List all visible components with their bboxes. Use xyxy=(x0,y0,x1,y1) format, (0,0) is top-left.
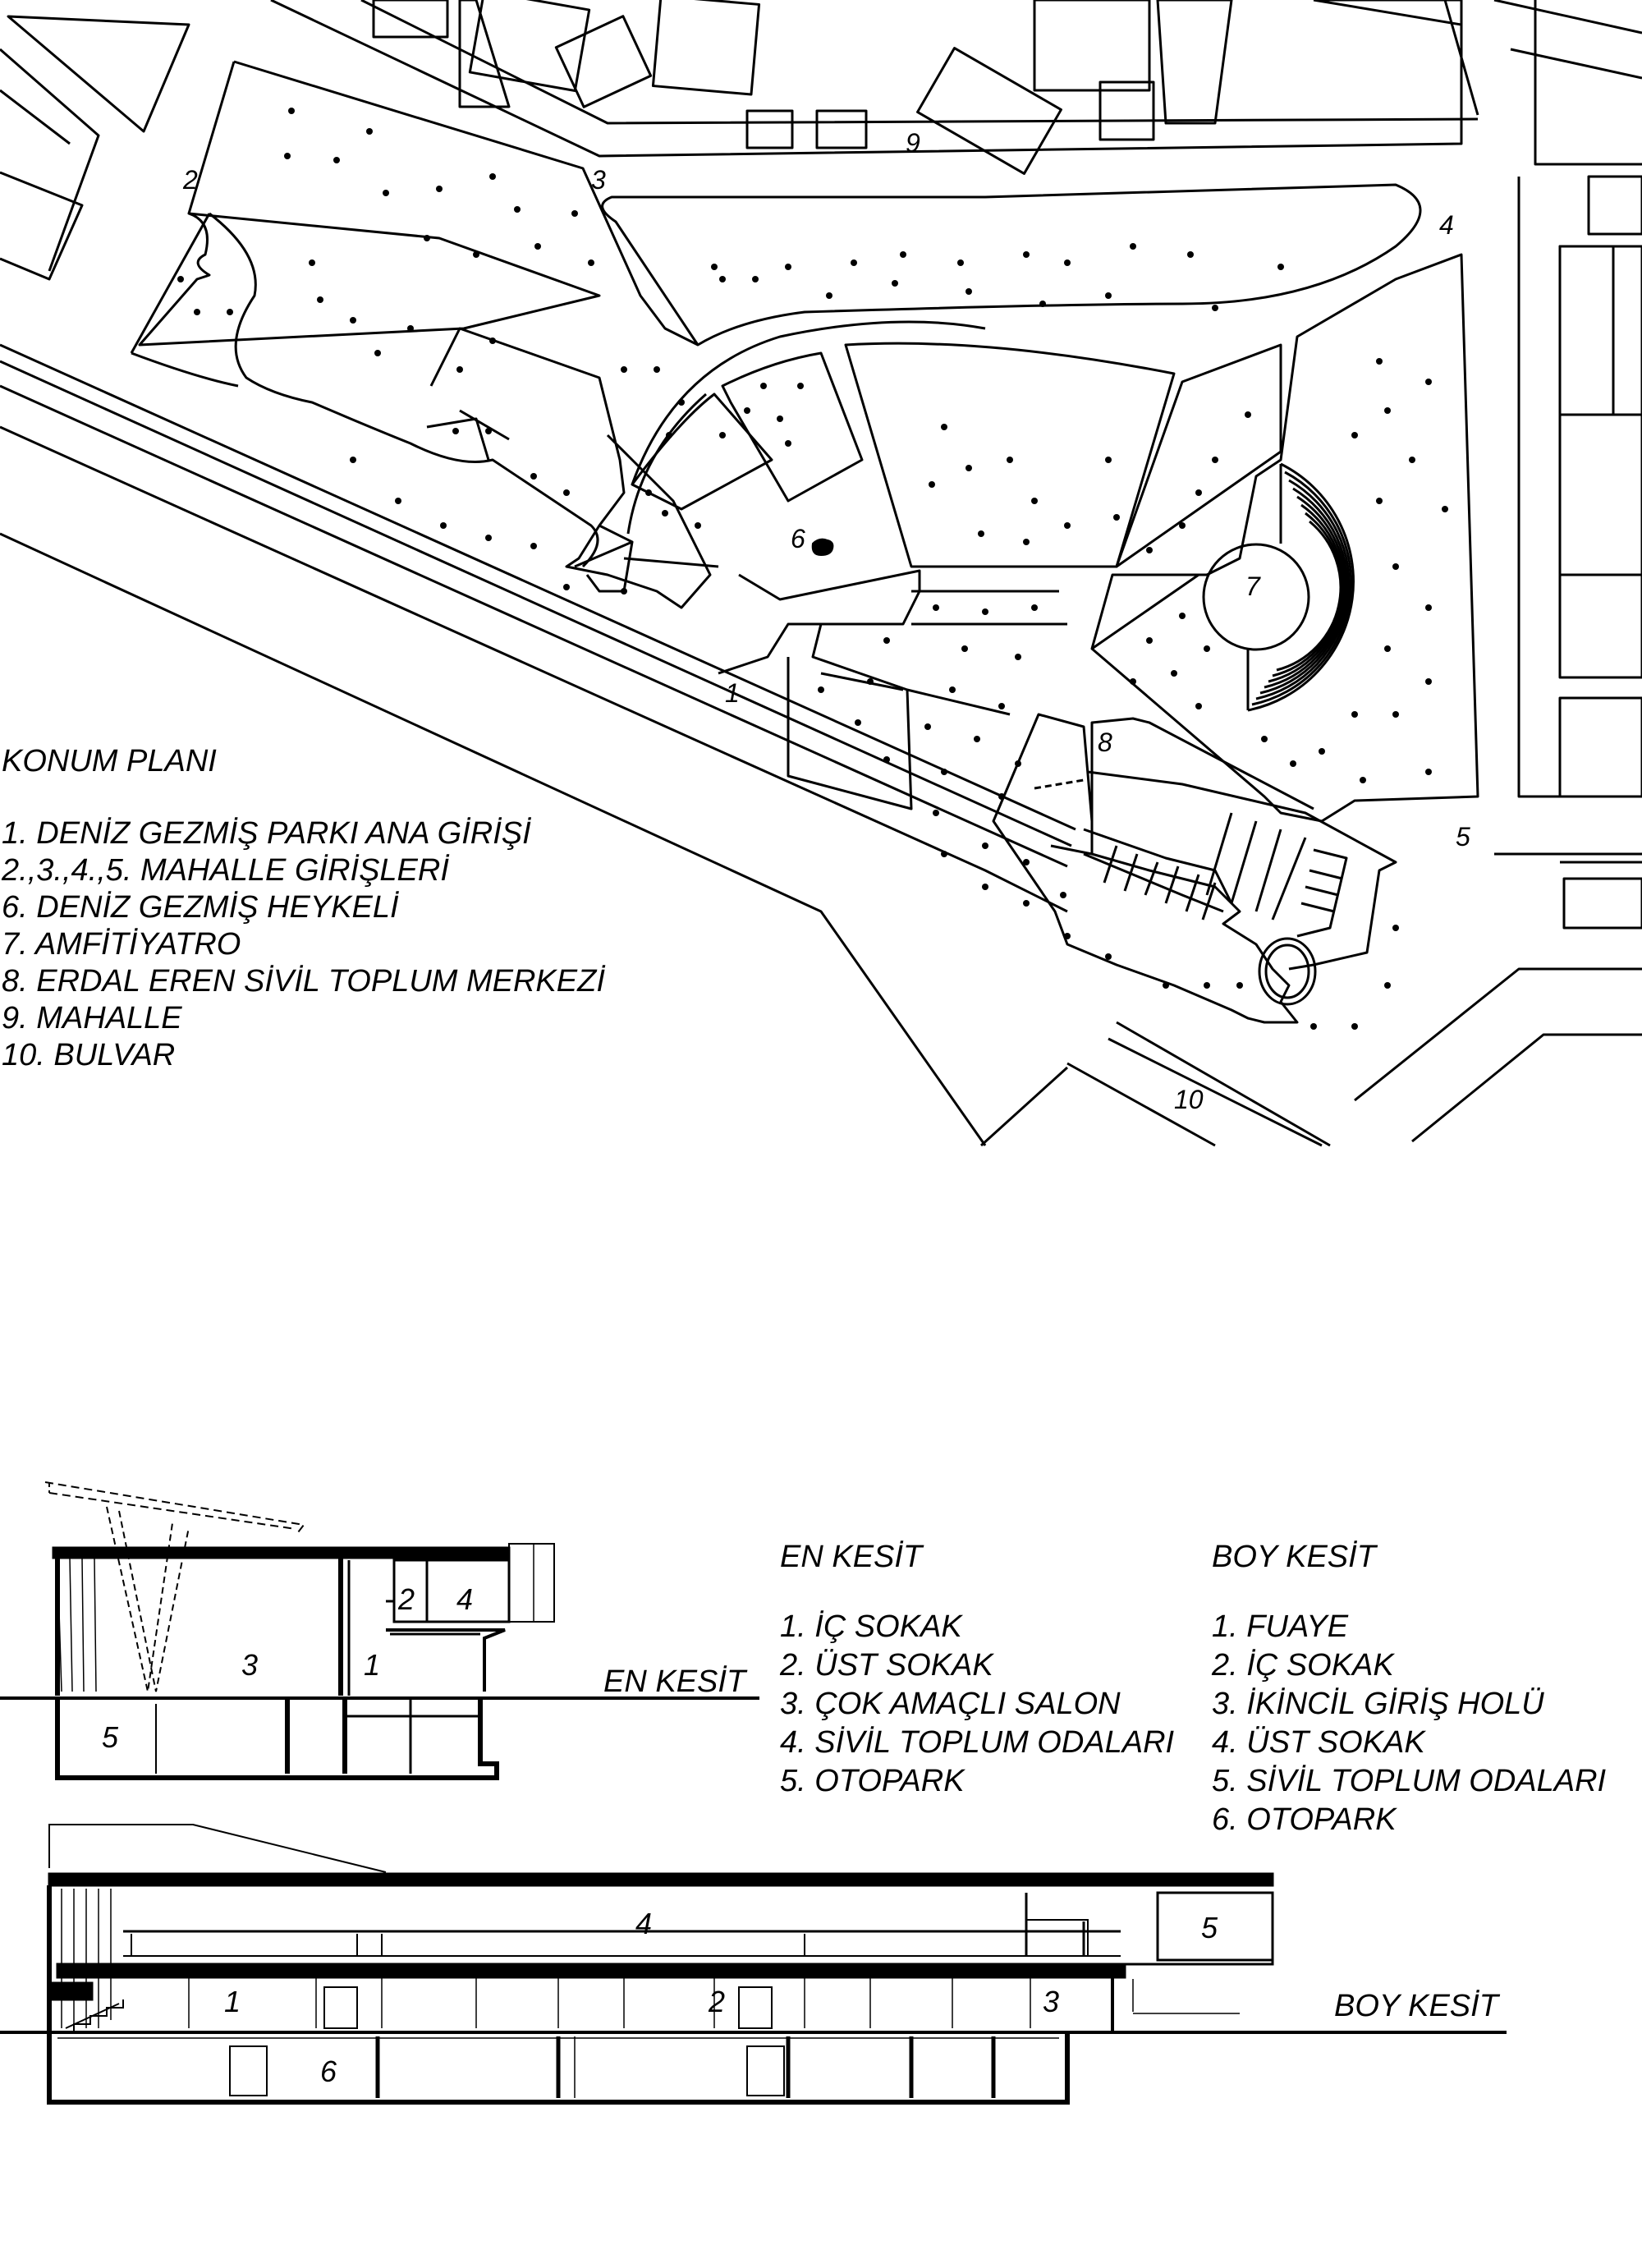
site-plan-title: KONUM PLANI xyxy=(2,744,217,778)
plan-marker-10: 10 xyxy=(1174,1085,1204,1114)
boy-marker-6: 6 xyxy=(320,2055,337,2088)
site-plan-legend-item: 6. DENİZ GEZMİŞ HEYKELİ xyxy=(2,890,399,925)
boy-marker-3: 3 xyxy=(1043,1985,1060,2018)
plan-marker-4: 4 xyxy=(1439,210,1454,240)
site-plan-legend-item: 1. DENİZ GEZMİŞ PARKI ANA GİRİŞİ xyxy=(2,816,531,851)
en-kesit-legend xyxy=(780,1538,1174,1801)
site-plan-legend-item: 10. BULVAR xyxy=(2,1038,176,1072)
boy-kesit-legend-item: 2. İÇ SOKAK xyxy=(1212,1648,1394,1683)
plan-marker-6: 6 xyxy=(791,524,805,553)
en-marker-2: 2 xyxy=(398,1582,415,1616)
boy-marker-1: 1 xyxy=(224,1985,241,2018)
plan-marker-3: 3 xyxy=(591,165,606,195)
en-kesit-legend-item: 4. SİVİL TOPLUM ODALARI xyxy=(780,1725,1175,1760)
site-plan-legend-item: 2.,3.,4.,5. MAHALLE GİRİŞLERİ xyxy=(2,853,449,888)
plan-marker-8: 8 xyxy=(1098,728,1112,757)
plan-marker-1: 1 xyxy=(725,678,740,708)
amphitheatre-seating xyxy=(1248,464,1353,710)
plan-marker-5: 5 xyxy=(1456,822,1470,852)
site-plan-legend-item: 8. ERDAL EREN SİVİL TOPLUM MERKEZİ xyxy=(2,964,605,999)
civil-center-round-hall xyxy=(1259,939,1315,1004)
site-plan-legend-item: 7. AMFİTİYATRO xyxy=(2,927,241,962)
en-marker-4: 4 xyxy=(456,1582,474,1616)
boy-kesit-title: BOY KESİT xyxy=(1212,1540,1376,1574)
plan-marker-2: 2 xyxy=(183,165,198,195)
boy-kesit-drawing-label: BOY KESİT xyxy=(1334,1989,1498,2023)
site-plan-legend-item: 9. MAHALLE xyxy=(2,1001,182,1035)
en-kesit-legend-item: 1. İÇ SOKAK xyxy=(780,1609,962,1644)
statue-icon xyxy=(813,539,833,555)
en-kesit-drawing-label: EN KESİT xyxy=(603,1664,746,1699)
building-block xyxy=(374,0,447,37)
en-marker-3: 3 xyxy=(241,1648,259,1682)
en-kesit-title: EN KESİT xyxy=(780,1540,923,1574)
en-kesit-legend-item: 5. OTOPARK xyxy=(780,1764,965,1798)
boy-kesit-legend-item: 5. SİVİL TOPLUM ODALARI xyxy=(1212,1764,1607,1798)
building-block xyxy=(8,16,189,131)
boy-kesit-legend xyxy=(1212,1538,1606,1839)
plan-marker-9: 9 xyxy=(906,128,920,158)
en-marker-1: 1 xyxy=(364,1648,381,1682)
boy-kesit-legend-item: 1. FUAYE xyxy=(1212,1609,1349,1644)
civil-center-footprint xyxy=(993,714,1396,1022)
boy-marker-5: 5 xyxy=(1201,1911,1218,1944)
boy-marker-4: 4 xyxy=(635,1907,653,1940)
building-block xyxy=(0,172,82,279)
boy-marker-2: 2 xyxy=(709,1985,726,2018)
boy-kesit-legend-item: 6. OTOPARK xyxy=(1212,1802,1397,1837)
en-kesit-legend-item: 2. ÜST SOKAK xyxy=(780,1648,993,1683)
boy-kesit-legend-item: 3. İKİNCİL GİRİŞ HOLÜ xyxy=(1212,1687,1544,1721)
en-marker-5: 5 xyxy=(102,1720,119,1754)
plan-marker-7: 7 xyxy=(1245,572,1260,601)
en-kesit-legend-item: 3. ÇOK AMAÇLI SALON xyxy=(780,1687,1121,1721)
site-plan-legend xyxy=(2,743,605,1074)
boy-kesit-legend-item: 4. ÜST SOKAK xyxy=(1212,1725,1425,1760)
